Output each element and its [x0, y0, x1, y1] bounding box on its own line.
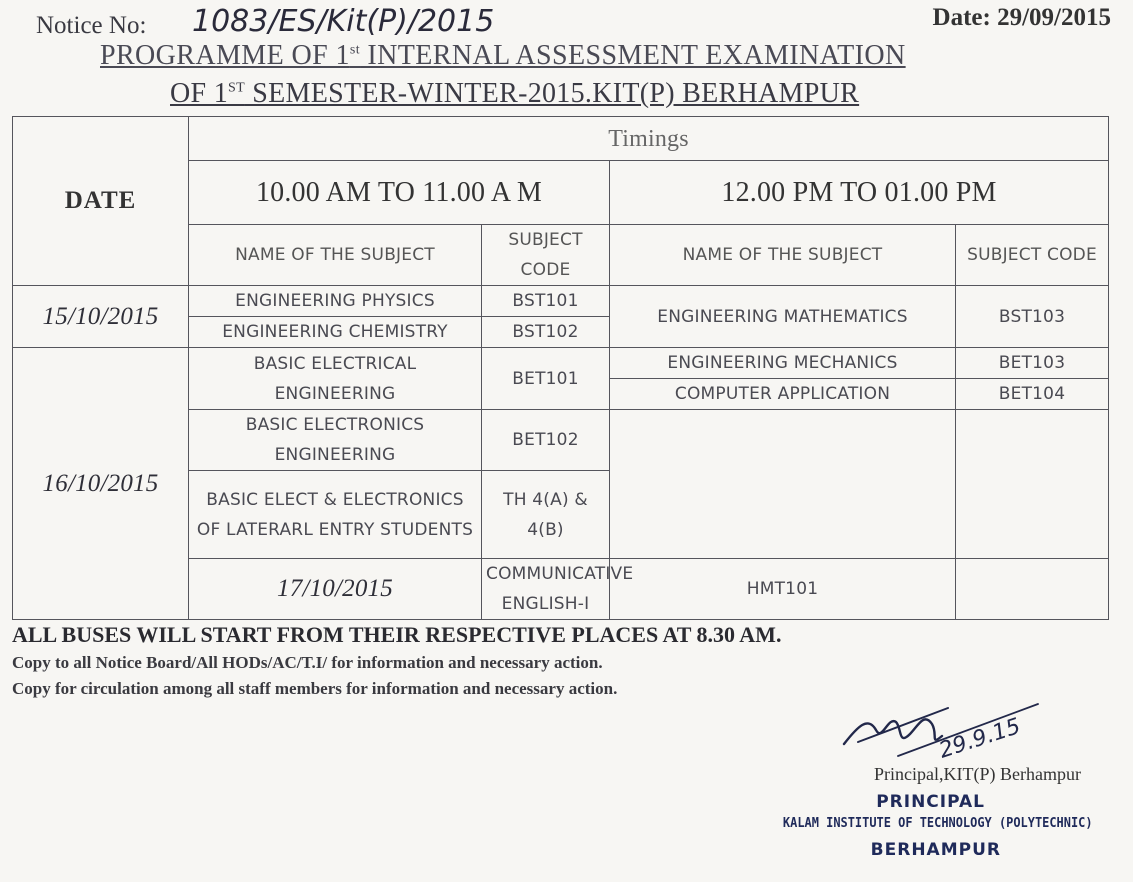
signature: [838, 686, 1058, 771]
title-line-1: [100, 40, 906, 72]
timings-header: Timings: [189, 117, 1109, 161]
title-line-1-pre: PROGRAMME OF 1: [100, 40, 350, 71]
code-cell: TH 4(A) & 4(B): [482, 471, 610, 559]
title-line-2-sup: ST: [228, 80, 245, 96]
date-cell: 17/10/2015: [189, 559, 482, 620]
notice-date: Date: 29/09/2015: [932, 4, 1111, 31]
exam-schedule-table: [12, 116, 1109, 620]
subject-cell: ENGINEERING MECHANICS: [610, 348, 956, 379]
notice-label: Notice No:: [36, 12, 147, 39]
subject-cell: ENGINEERING MATHEMATICS: [610, 286, 956, 348]
title-line-2-pre: OF 1: [170, 78, 228, 109]
buses-note: ALL BUSES WILL START FROM THEIR RESPECTIVE PLACES AT 8.30 AM.: [12, 622, 782, 647]
subject-cell: BASIC ELECTRONICS ENGINEERING: [189, 410, 482, 471]
empty-cell: [956, 559, 1109, 620]
copy-line-2: Copy for circulation among all staff members for information and necessary action.: [12, 679, 618, 698]
stamp-city: BERHAMPUR: [870, 840, 1001, 860]
slot1-header: 10.00 AM TO 11.00 A M: [189, 161, 610, 225]
copy-line-1: Copy to all Notice Board/All HODs/AC/T.I/ for information and necessary action.: [12, 653, 603, 672]
empty-cell: [956, 410, 1109, 559]
code-cell: BET102: [482, 410, 610, 471]
empty-cell: [610, 410, 956, 559]
code-cell: BET101: [482, 348, 610, 410]
code-cell: BET103: [956, 348, 1109, 379]
title-line-1-post: INTERNAL ASSESSMENT EXAMINATION: [360, 40, 906, 71]
stamp-institute: KALAM INSTITUTE OF TECHNOLOGY (POLYTECHNIC): [783, 816, 1093, 831]
date-header: DATE: [13, 117, 189, 286]
code-cell: HMT101: [610, 559, 956, 620]
title-line-2: [170, 78, 859, 110]
date-cell: 15/10/2015: [13, 286, 189, 348]
title-line-1-sup: st: [349, 42, 361, 58]
slot2-code-header: SUBJECT CODE: [956, 225, 1109, 286]
subject-cell: BASIC ELECTRICAL ENGINEERING: [189, 348, 482, 410]
title-line-2-post: SEMESTER-WINTER-2015.KIT(P) BERHAMPUR: [244, 78, 860, 109]
date-cell: 16/10/2015: [13, 348, 189, 620]
subject-cell: ENGINEERING CHEMISTRY: [189, 317, 482, 348]
slot1-code-header: SUBJECT CODE: [482, 225, 610, 286]
subject-cell: BASIC ELECT & ELECTRONICS OF LATERARL ENTRY STUDENTS: [189, 471, 482, 559]
signature-scribble-icon: [838, 686, 1058, 766]
signature-date: 29.9.15: [936, 713, 1024, 764]
table-row: [13, 286, 1109, 317]
subject-cell: COMPUTER APPLICATION: [610, 379, 956, 410]
code-cell: BST103: [956, 286, 1109, 348]
slot2-header: 12.00 PM TO 01.00 PM: [610, 161, 1109, 225]
code-cell: BET104: [956, 379, 1109, 410]
slot2-subject-header: NAME OF THE SUBJECT: [610, 225, 956, 286]
code-cell: BST102: [482, 317, 610, 348]
table-row: [13, 348, 1109, 379]
subject-cell: COMMUNICATIVE ENGLISH-I: [482, 559, 610, 620]
notice-number: 1083/ES/Kit(P)/2015: [192, 4, 495, 39]
code-cell: BST101: [482, 286, 610, 317]
slot1-subject-header: NAME OF THE SUBJECT: [189, 225, 482, 286]
signatory: Principal,KIT(P) Berhampur: [874, 764, 1081, 784]
subject-cell: ENGINEERING PHYSICS: [189, 286, 482, 317]
stamp-title: PRINCIPAL: [876, 792, 985, 812]
